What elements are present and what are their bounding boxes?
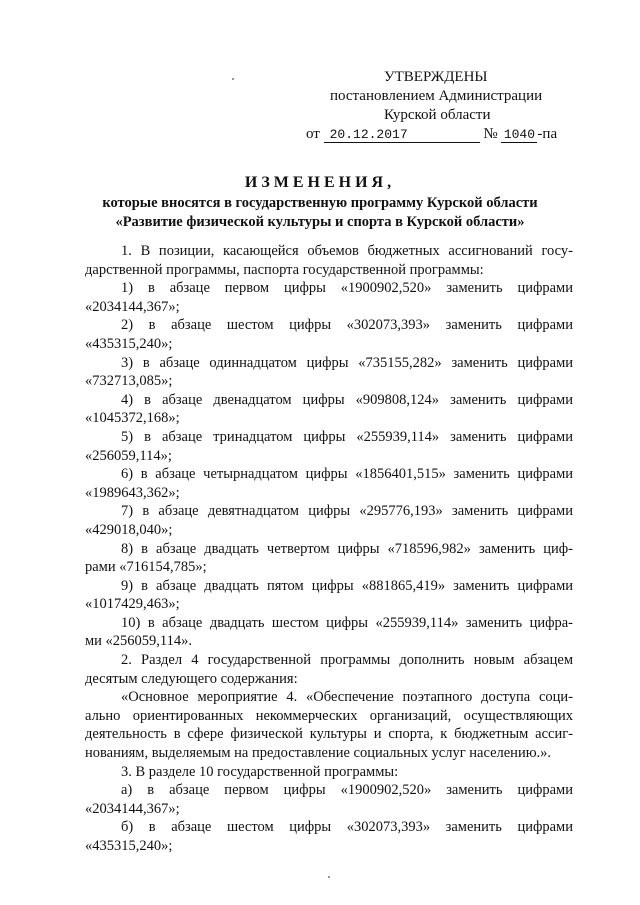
body-line: 10) в абзаце двадцать шестом цифры «255939,114» заменить цифра- bbox=[121, 614, 573, 631]
body-line: дарственной программы, паспорта государственной программы: bbox=[85, 261, 484, 278]
scan-speck bbox=[328, 876, 330, 878]
body-line: «429018,040»; bbox=[85, 521, 173, 538]
body-line: деятельность в сфере физической культуры и спорта, к бюджетным ассиг- bbox=[85, 726, 573, 743]
body-line: 3. В разделе 10 государственной программы: bbox=[121, 763, 399, 780]
body-line: 4) в абзаце двенадцатом цифры «909808,124» заменить цифрами bbox=[121, 391, 573, 408]
body-line: 7) в абзаце девятнадцатом цифры «295776,193» заменить цифрами bbox=[121, 503, 573, 520]
body-line: 2) в абзаце шестом цифры «302073,393» заменить цифрами bbox=[121, 317, 573, 334]
body-line: 6) в абзаце четырнадцатом цифры «1856401,515» заменить цифрами bbox=[121, 466, 573, 483]
body-line: 9) в абзаце двадцать пятом цифры «881865,419» заменить цифрами bbox=[121, 577, 573, 594]
heading-subtitle-line-2: «Развитие физической культуры и спорта в Курской области» bbox=[115, 214, 525, 230]
body-line: «1017429,463»; bbox=[85, 596, 180, 613]
body-line: 2. Раздел 4 государственной программы дополнить новым абзацем bbox=[121, 652, 573, 669]
body-line: «435315,240»; bbox=[85, 838, 173, 854]
body-line: «1045372,168»; bbox=[85, 410, 180, 427]
body-line: б) в абзаце шестом цифры «302073,393» заменить цифрами bbox=[121, 819, 573, 836]
approval-date-number-line bbox=[300, 125, 580, 144]
body-line: «256059,114»; bbox=[85, 447, 172, 464]
approval-block bbox=[300, 68, 580, 144]
approval-region: Курской области bbox=[384, 107, 491, 123]
body-line: ально ориентированных некоммерческих организаций, осуществляющих bbox=[85, 707, 573, 724]
body-line: 1) в абзаце первом цифры «1900902,520» заменить цифрами bbox=[121, 280, 573, 297]
body-line: ми «256059,114». bbox=[85, 633, 193, 650]
scan-speck bbox=[232, 78, 234, 80]
body-line: 1. В позиции, касающейся объемов бюджетных ассигнований госу- bbox=[121, 243, 573, 259]
document-body bbox=[85, 242, 573, 856]
body-line: нованиям, выделяемым на предоставление социальных услуг населению.». bbox=[85, 745, 552, 762]
body-line: рами «716154,785»; bbox=[85, 559, 207, 576]
body-line: 8) в абзаце двадцать четвертом цифры «718596,982» заменить циф- bbox=[121, 540, 573, 557]
body-line: «435315,240»; bbox=[85, 335, 173, 352]
body-line: а) в абзаце первом цифры «1900902,520» заменить цифрами bbox=[121, 782, 573, 799]
approval-title: УТВЕРЖДЕНЫ bbox=[384, 69, 488, 85]
heading-title: ИЗМЕНЕНИЯ, bbox=[244, 174, 396, 191]
approval-number: 1040 bbox=[501, 128, 537, 143]
number-label: № bbox=[483, 126, 498, 142]
body-line: 5) в абзаце тринадцатом цифры «255939,114» заменить цифрами bbox=[121, 428, 573, 445]
body-line: «732713,085»; bbox=[85, 373, 173, 390]
body-line: десятым следующего содержания: bbox=[85, 670, 298, 687]
body-line: «1989643,362»; bbox=[85, 484, 180, 501]
body-line: 3) в абзаце одиннадцатом цифры «735155,282» заменить цифрами bbox=[121, 354, 573, 371]
from-label: от bbox=[306, 126, 320, 142]
body-line: «Основное мероприятие 4. «Обеспечение поэтапного доступа соци- bbox=[121, 689, 573, 706]
approval-issuer: постановлением Администрации bbox=[330, 88, 543, 104]
body-line: «2034144,367»; bbox=[85, 800, 180, 817]
approval-date: 20.12.2017 bbox=[324, 128, 480, 143]
number-suffix: -па bbox=[537, 126, 558, 142]
document-heading bbox=[70, 172, 570, 232]
heading-subtitle-line-1: которые вносятся в государственную программу Курской области bbox=[102, 195, 538, 211]
body-line: «2034144,367»; bbox=[85, 298, 180, 315]
